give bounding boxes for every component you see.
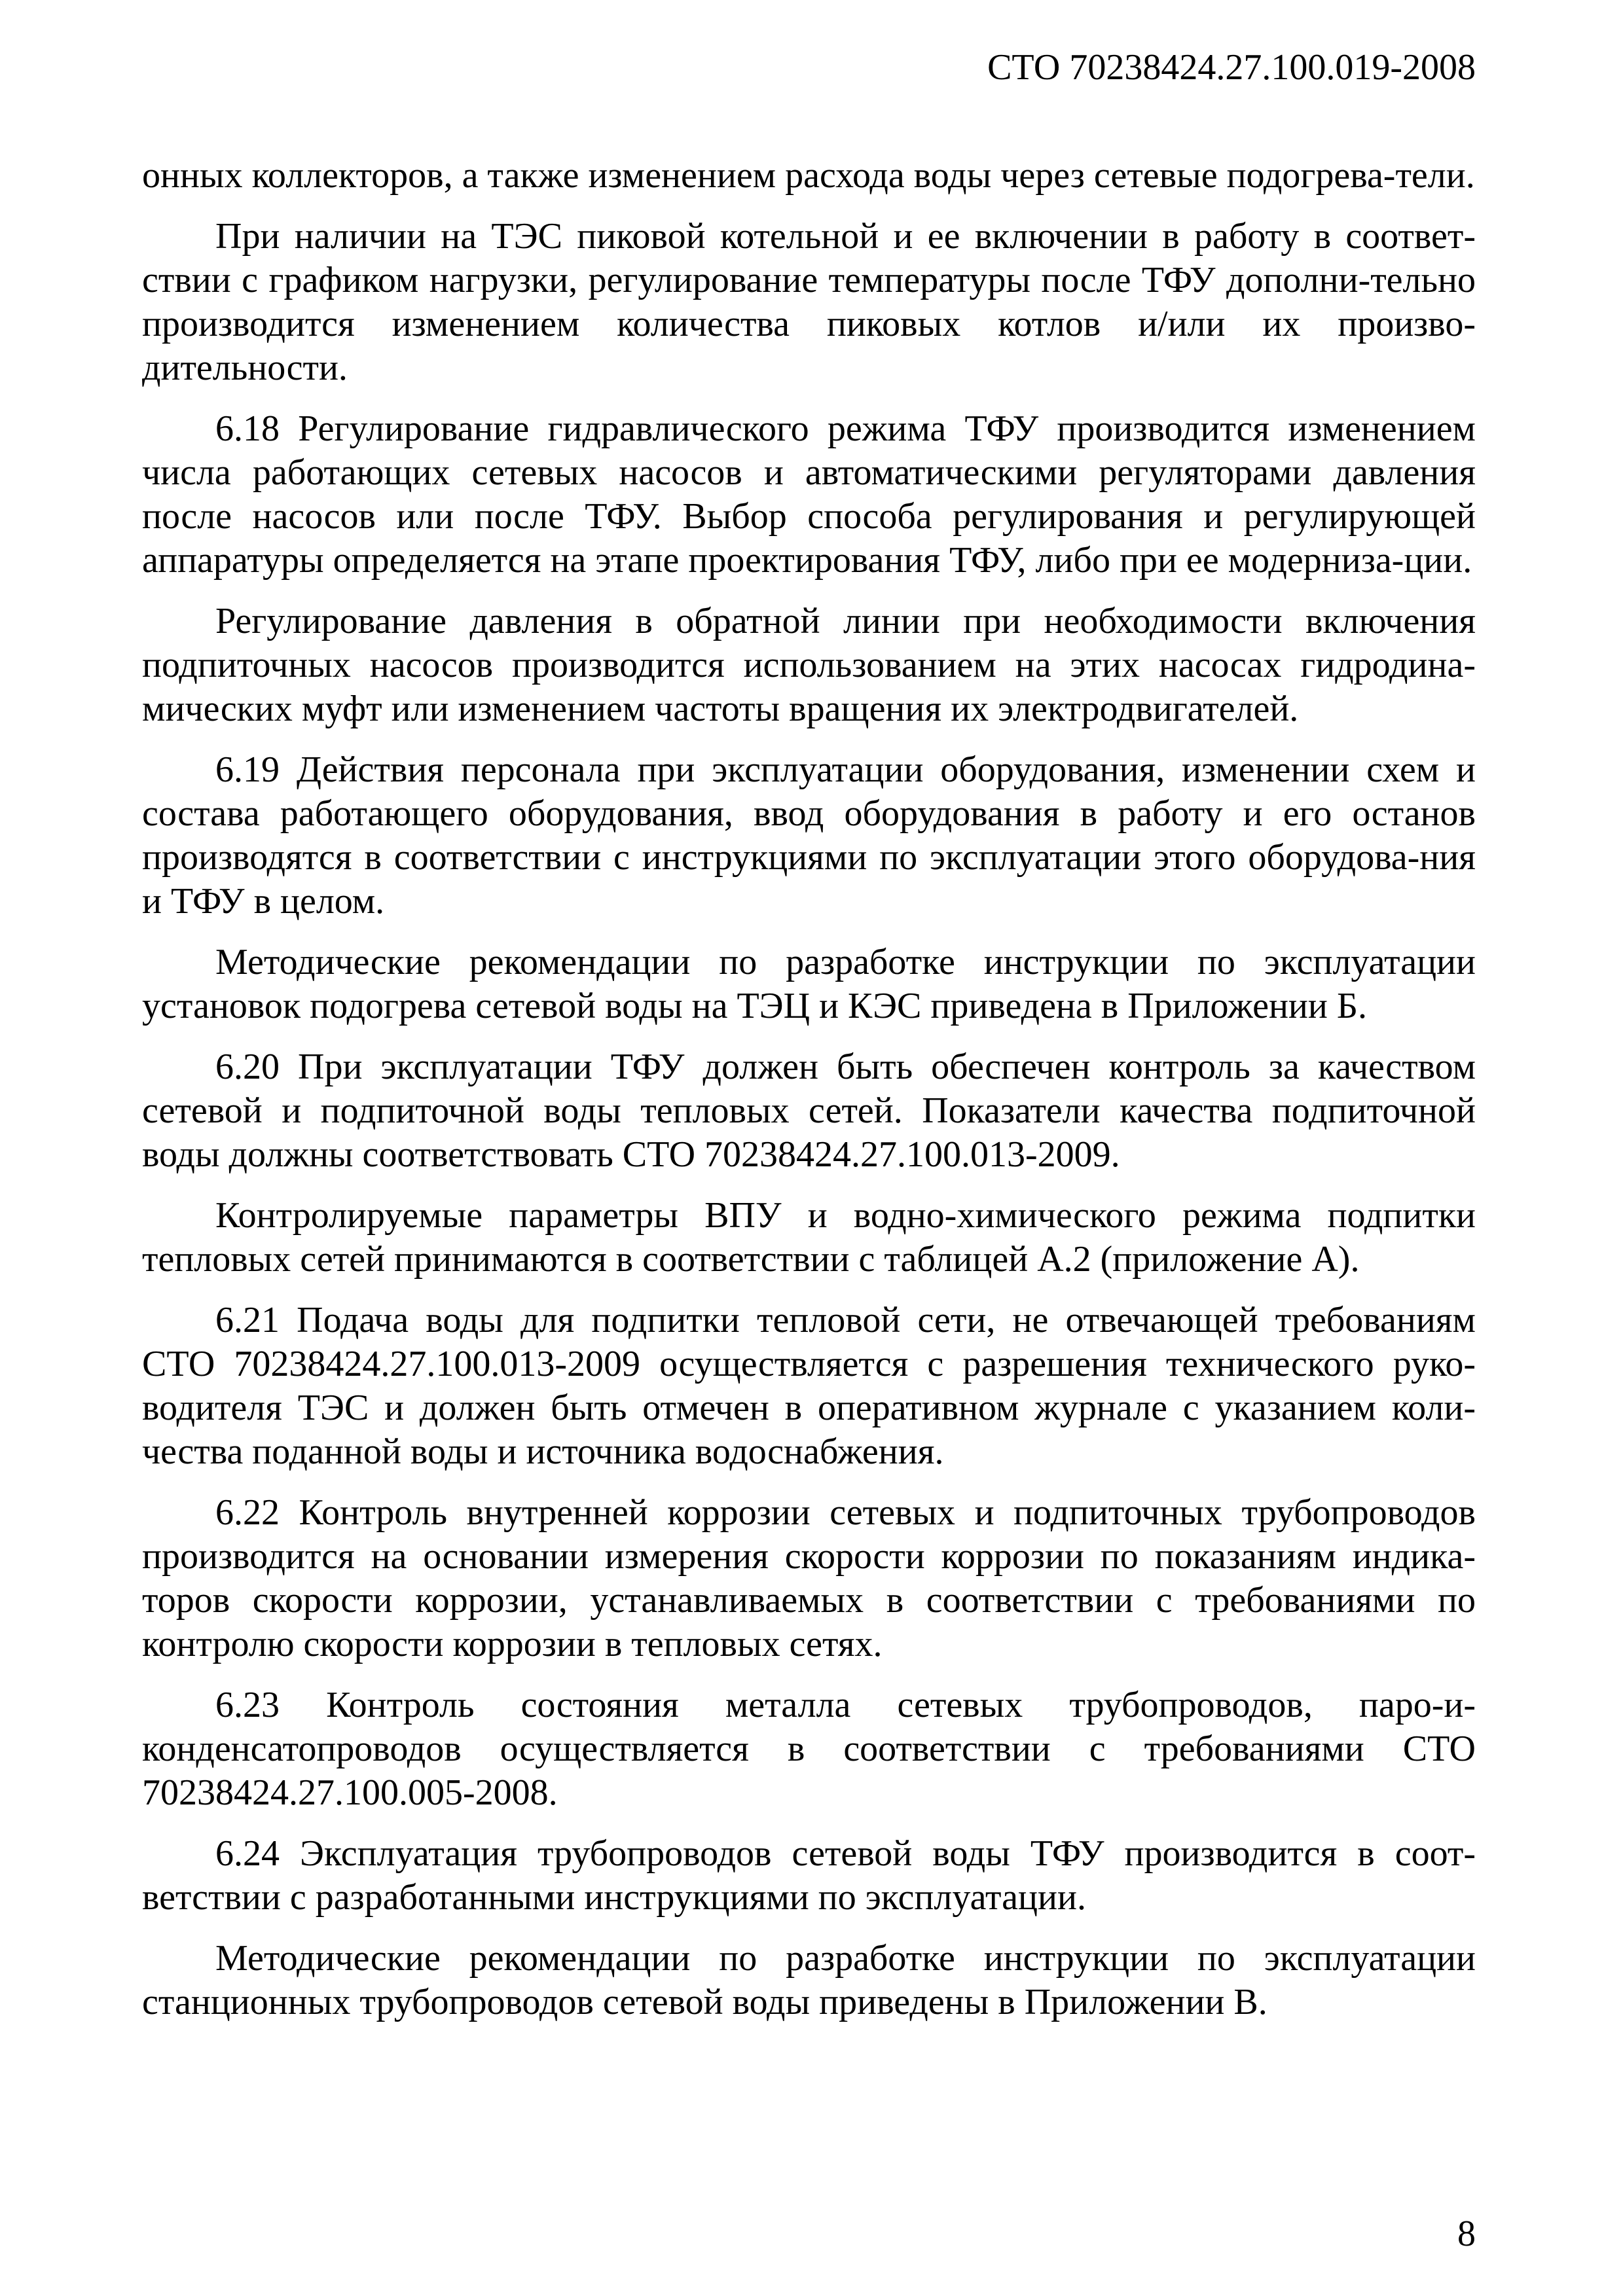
page-number: 8 [1457, 2214, 1476, 2254]
paragraph-continuation: онных коллекторов, а также изменением расхода воды через сетевые подогрева-тели. [142, 155, 1475, 196]
paragraph-guidelines-appendix-v: Методические рекомендации по разработке инструкции по эксплуатации станционных трубопроводов сетевой воды приведены в Приложении В. [142, 1938, 1476, 2022]
paragraph-6-21: 6.21 Подача воды для подпитки тепловой сети, не отвечающей требованиям СТО 70238424.27.100.013-2009 осуществляется с разрешения технического руко-водителя ТЭС и должен быть отмечен в оперативном журнале с указанием коли-чества поданной воды и источника водоснабжения. [142, 1300, 1476, 1472]
paragraph-controlled-parameters: Контролируемые параметры ВПУ и водно-химического режима подпитки тепловых сетей принимаются в соответствии с таблицей А.2 (приложение А). [142, 1195, 1476, 1280]
paragraph-6-18: 6.18 Регулирование гидравлического режима ТФУ производится изменением числа работающих сетевых насосов и автоматическими регуляторами давления после насосов или после ТФУ. Выбор способа регулирования и регулирующей аппаратуры определяется на этапе проектирования ТФУ, либо при ее модерниза-ции. [142, 408, 1476, 581]
document-body [142, 154, 1476, 2041]
paragraph-peak-boiler: При наличии на ТЭС пиковой котельной и ее включении в работу в соответ-ствии с графиком нагрузки, регулирование температуры после ТФУ дополни-тельно производится изменением количества пиковых котлов и/или их произво-дительности. [142, 216, 1476, 388]
document-code-header: СТО 70238424.27.100.019-2008 [987, 47, 1476, 88]
paragraph-6-19: 6.19 Действия персонала при эксплуатации оборудования, изменении схем и состава работающего оборудования, ввод оборудования в работу и его останов производятся в соответствии с инструкциями по эксплуатации этого оборудова-ния и ТФУ в целом. [142, 749, 1476, 922]
paragraph-6-20: 6.20 При эксплуатации ТФУ должен быть обеспечен контроль за качеством сетевой и подпиточной воды тепловых сетей. Показатели качества подпиточной воды должны соответствовать СТО 70238424.27.100.013-2009. [142, 1047, 1476, 1175]
paragraph-guidelines-appendix-b: Методические рекомендации по разработке инструкции по эксплуатации установок подогрева сетевой воды на ТЭЦ и КЭС приведена в Приложении Б. [142, 942, 1476, 1026]
paragraph-6-22: 6.22 Контроль внутренней коррозии сетевых и подпиточных трубопроводов производится на основании измерения скорости коррозии по показаниям индика-торов скорости коррозии, устанавливаемых в соответствии с требованиями по контролю скорости коррозии в тепловых сетях. [142, 1492, 1476, 1664]
paragraph-return-line-pressure: Регулирование давления в обратной линии при необходимости включения подпиточных насосов производится использованием на этих насосах гидродина-мических муфт или изменением частоты вращения их электродвигателей. [142, 601, 1476, 729]
paragraph-6-23: 6.23 Контроль состояния металла сетевых трубопроводов, паро-и-конденсатопроводов осуществляется в соответствии с требованиями СТО 70238424.27.100.005-2008. [142, 1685, 1476, 1813]
paragraph-6-24: 6.24 Эксплуатация трубопроводов сетевой воды ТФУ производится в соот-ветствии с разработанными инструкциями по эксплуатации. [142, 1833, 1476, 1918]
